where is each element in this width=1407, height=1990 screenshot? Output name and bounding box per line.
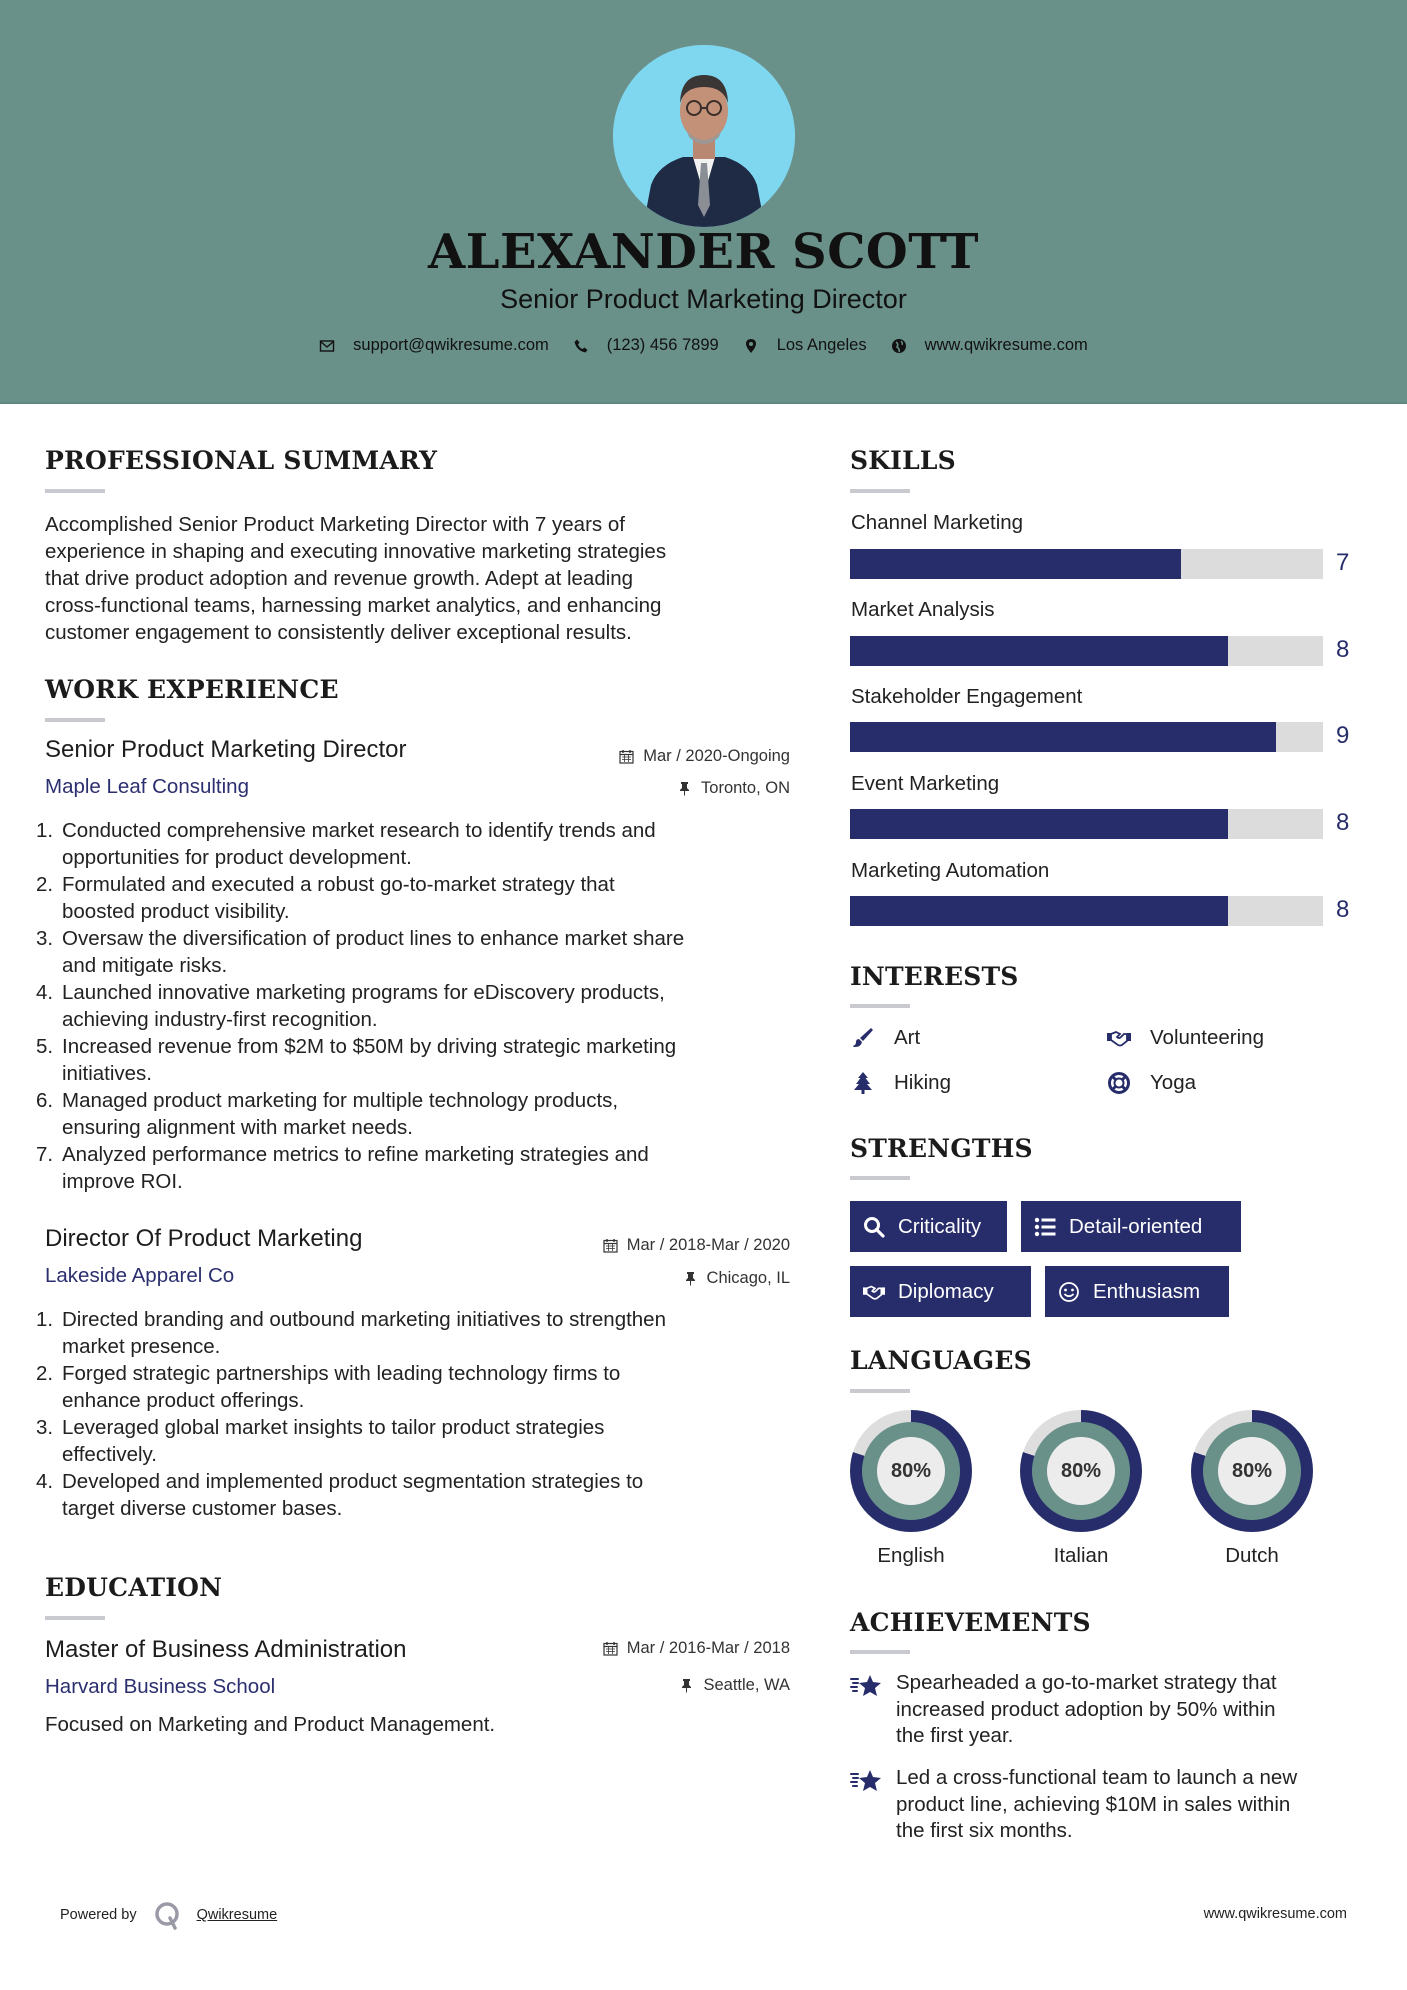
interest-yoga	[1106, 1070, 1196, 1096]
section-divider	[850, 1389, 910, 1393]
skill-value: 8	[1336, 636, 1350, 663]
calendar-icon	[619, 749, 634, 764]
strength-label: Enthusiasm	[1093, 1279, 1201, 1303]
skill-bar	[850, 896, 1323, 926]
strength-label: Diplomacy	[898, 1279, 994, 1303]
education-location-text: Seattle, WA	[703, 1676, 790, 1694]
summary-line: experience in shaping and executing innovative marketing strategies	[45, 540, 667, 563]
list-icon	[1033, 1215, 1057, 1239]
contact-email[interactable]	[319, 336, 549, 355]
qwikresume-logo-icon	[153, 1900, 183, 1930]
section-divider	[850, 489, 910, 493]
resume-header	[0, 0, 1407, 404]
skill-label: Market Analysis	[851, 598, 995, 621]
pushpin-icon	[677, 781, 692, 796]
education-description: Focused on Marketing and Product Management.	[45, 1713, 496, 1736]
section-divider	[850, 1176, 910, 1180]
contact-email-text: support@qwikresume.com	[353, 336, 549, 354]
calendar-icon	[603, 1238, 618, 1253]
shooting-star-icon	[850, 1672, 882, 1702]
skill-bar	[850, 549, 1323, 579]
section-divider	[850, 1650, 910, 1654]
skills-heading: SKILLS	[850, 446, 956, 475]
strength-label: Criticality	[898, 1214, 982, 1238]
person-portrait-icon	[613, 45, 795, 227]
interest-volunteering	[1106, 1025, 1264, 1051]
achievement-line: product line, achieving $10M in sales within	[896, 1792, 1291, 1816]
handshake-icon	[1106, 1025, 1132, 1051]
summary-heading: PROFESSIONAL SUMMARY	[45, 446, 438, 475]
interest-label: Volunteering	[1150, 1026, 1264, 1049]
job-location-text: Chicago, IL	[706, 1269, 790, 1287]
tree-icon	[850, 1070, 876, 1096]
job-dates-text: Mar / 2018-Mar / 2020	[626, 1236, 790, 1254]
interest-hiking	[850, 1070, 951, 1096]
skill-label: Marketing Automation	[851, 859, 1050, 882]
shooting-star-icon	[850, 1767, 882, 1797]
pushpin-icon	[679, 1678, 694, 1693]
experience-heading: WORK EXPERIENCE	[45, 675, 339, 704]
language-label: Italian	[1053, 1544, 1109, 1567]
list-item: 4. Launched innovative marketing programs for eDiscovery products, achieving industry-first recognition.	[36, 981, 665, 1031]
candidate-title: Senior Product Marketing Director	[500, 284, 907, 314]
strength-badge-detail-oriented	[1021, 1201, 1241, 1252]
skill-label: Stakeholder Engagement	[851, 685, 1083, 708]
language-label: English	[877, 1544, 945, 1567]
school-name: Harvard Business School	[45, 1675, 276, 1698]
candidate-name: ALEXANDER SCOTT	[428, 224, 979, 280]
contact-bar	[0, 336, 1407, 355]
language-gauge	[1191, 1410, 1313, 1532]
list-item: 5. Increased revenue from $2M to $50M by driving strategic marketing initiatives.	[36, 1035, 677, 1085]
company-name: Lakeside Apparel Co	[45, 1264, 235, 1287]
interest-art	[850, 1025, 920, 1051]
job-duties-list	[36, 1306, 796, 1522]
language-label: Dutch	[1225, 1544, 1279, 1567]
job-dates-text: Mar / 2020-Ongoing	[643, 747, 790, 765]
degree-title: Master of Business Administration	[45, 1636, 407, 1663]
contact-website[interactable]	[891, 336, 1088, 355]
language-gauge-ring	[1020, 1410, 1142, 1532]
list-item: 6. Managed product marketing for multiple technology products, ensuring alignment with market needs.	[36, 1089, 619, 1139]
paintbrush-icon	[850, 1025, 876, 1051]
skill-bar-fill	[850, 896, 1228, 926]
achievement-item	[850, 1670, 1370, 1750]
life-ring-icon	[1106, 1070, 1132, 1096]
list-item: 1. Conducted comprehensive market research to identify trends and opportunities for product development.	[36, 819, 656, 869]
language-gauge-ring	[850, 1410, 972, 1532]
contact-location-text: Los Angeles	[776, 336, 867, 354]
summary-line: customer engagement to consistently deliver exceptional results.	[45, 621, 632, 644]
globe-icon	[891, 338, 907, 354]
list-item: 2. Forged strategic partnerships with leading technology firms to enhance product offerings.	[36, 1362, 621, 1412]
skill-label: Channel Marketing	[851, 511, 1024, 534]
contact-phone-text: (123) 456 7899	[606, 336, 719, 354]
strengths-heading: STRENGTHS	[850, 1134, 1033, 1163]
interests-heading: INTERESTS	[850, 962, 1019, 991]
calendar-icon	[603, 1641, 618, 1656]
education-dates	[603, 1639, 790, 1658]
strength-badge-criticality	[850, 1201, 1007, 1252]
company-name: Maple Leaf Consulting	[45, 775, 249, 798]
education-heading: EDUCATION	[45, 1573, 223, 1602]
smile-icon	[1057, 1280, 1081, 1304]
skill-label: Event Marketing	[851, 772, 1000, 795]
interest-label: Art	[894, 1026, 921, 1049]
section-divider	[45, 489, 105, 493]
list-item: 2. Formulated and executed a robust go-to-market strategy that boosted product visibility.	[36, 873, 615, 923]
list-item: 7. Analyzed performance metrics to refine marketing strategies and improve ROI.	[36, 1143, 649, 1193]
skill-value: 8	[1336, 896, 1350, 923]
language-percent: 80%	[1218, 1437, 1286, 1505]
section-divider	[45, 1616, 105, 1620]
languages-heading: LANGUAGES	[850, 1346, 1032, 1375]
skill-value: 7	[1336, 549, 1350, 576]
education-dates-text: Mar / 2016-Mar / 2018	[626, 1639, 790, 1657]
list-item: 3. Leveraged global market insights to tailor product strategies effectively.	[36, 1416, 605, 1466]
language-percent: 80%	[877, 1437, 945, 1505]
strength-badge-enthusiasm	[1045, 1266, 1229, 1317]
achievement-line: Spearheaded a go-to-market strategy that	[896, 1671, 1277, 1694]
powered-by-label: Powered by	[60, 1907, 137, 1923]
list-item: 4. Developed and implemented product segmentation strategies to target diverse customer bases.	[36, 1470, 644, 1520]
section-divider	[45, 718, 105, 722]
strength-label: Detail-oriented	[1069, 1214, 1203, 1238]
contact-phone[interactable]	[573, 336, 719, 355]
job-location	[683, 1269, 790, 1288]
summary-line: Accomplished Senior Product Marketing Director with 7 years of	[45, 513, 625, 536]
language-percent: 80%	[1047, 1437, 1115, 1505]
interest-label: Hiking	[894, 1071, 951, 1094]
skill-value: 8	[1336, 809, 1350, 836]
language-gauge	[1020, 1410, 1142, 1532]
achievements-heading: ACHIEVEMENTS	[850, 1608, 1091, 1637]
education-location	[679, 1676, 790, 1695]
achievement-line: increased product adoption by 50% within	[896, 1697, 1276, 1721]
phone-icon	[573, 338, 589, 354]
profile-photo	[613, 45, 795, 227]
search-icon	[862, 1215, 886, 1239]
envelope-icon	[319, 338, 335, 354]
map-pin-icon	[743, 338, 759, 354]
summary-text	[45, 511, 805, 646]
section-divider	[850, 1004, 910, 1008]
summary-line: that drive product adoption and revenue growth. Adept at leading	[45, 567, 634, 590]
skill-bar-fill	[850, 549, 1181, 579]
strength-badge-diplomacy	[850, 1266, 1031, 1317]
language-gauge-ring	[1191, 1410, 1313, 1532]
skill-bar-fill	[850, 809, 1228, 839]
achievement-item	[850, 1765, 1370, 1845]
job-dates	[603, 1236, 790, 1255]
qwikresume-link[interactable]: Qwikresume	[196, 1907, 278, 1923]
interest-label: Yoga	[1150, 1071, 1196, 1094]
job-title: Director Of Product Marketing	[45, 1225, 363, 1252]
skill-bar-fill	[850, 722, 1276, 752]
contact-location	[743, 336, 867, 355]
job-dates	[619, 747, 790, 766]
handshake-icon	[862, 1280, 886, 1304]
skill-bar	[850, 636, 1323, 666]
list-item: 1. Directed branding and outbound marketing initiatives to strengthen market presence.	[36, 1308, 666, 1358]
job-location-text: Toronto, ON	[701, 779, 790, 797]
skill-bar	[850, 722, 1323, 752]
job-title: Senior Product Marketing Director	[45, 736, 407, 763]
achievement-line: the first year.	[896, 1724, 1014, 1747]
language-gauge	[850, 1410, 972, 1532]
achievement-line: the first six months.	[896, 1819, 1073, 1842]
job-location	[677, 779, 790, 798]
footer-website[interactable]: www.qwikresume.com	[1203, 1906, 1347, 1922]
job-duties-list	[36, 817, 796, 1195]
skill-bar	[850, 809, 1323, 839]
skill-value: 9	[1336, 722, 1350, 749]
list-item: 3. Oversaw the diversification of product lines to enhance market share and mitigate risks.	[36, 927, 685, 977]
achievement-line: Led a cross-functional team to launch a new	[896, 1766, 1298, 1789]
footer-powered-by	[60, 1900, 277, 1930]
pushpin-icon	[683, 1271, 698, 1286]
contact-website-text: www.qwikresume.com	[924, 336, 1088, 354]
summary-line: cross-functional teams, harnessing market analytics, and enhancing	[45, 594, 662, 617]
skill-bar-fill	[850, 636, 1228, 666]
